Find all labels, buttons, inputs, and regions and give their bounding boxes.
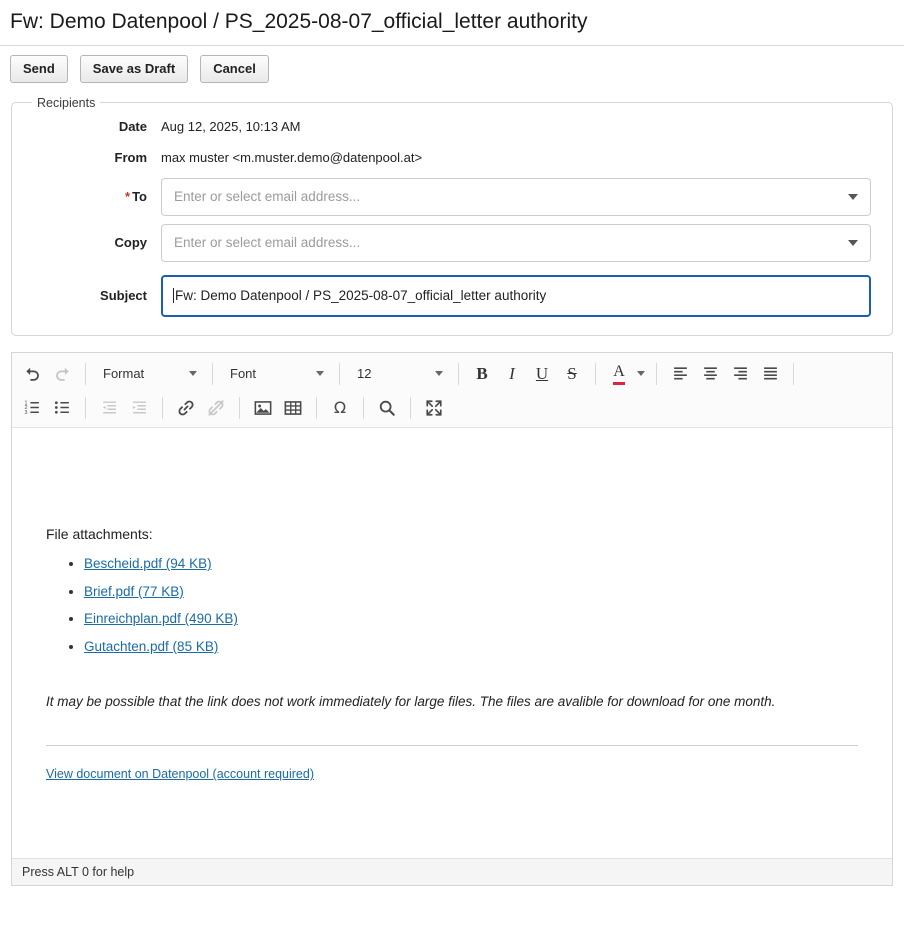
chevron-down-icon	[435, 371, 443, 376]
content-divider	[46, 745, 858, 746]
attachment-link[interactable]: Gutachten.pdf (85 KB)	[84, 638, 219, 654]
from-value: max muster <m.muster.demo@datenpool.at>	[161, 150, 423, 166]
toolbar-separator	[85, 397, 86, 419]
toolbar-separator	[363, 397, 364, 419]
availability-note: It may be possible that the link does not work immediately for large files. The files are avalible for download for one month.	[46, 694, 776, 710]
editor-content-area[interactable]	[12, 428, 892, 858]
copy-field[interactable]	[161, 224, 871, 262]
chevron-down-icon[interactable]	[848, 194, 858, 200]
from-row	[26, 147, 878, 169]
toolbar-separator	[212, 363, 213, 385]
to-row	[26, 178, 878, 216]
attachment-link[interactable]: Bescheid.pdf (94 KB)	[84, 556, 212, 572]
toolbar-separator	[316, 397, 317, 419]
format-select[interactable]	[95, 361, 203, 387]
recipients-section	[11, 96, 893, 336]
attachments-heading: File attachments:	[46, 525, 153, 542]
cancel-button[interactable]: Cancel	[200, 55, 269, 83]
bullet-list-icon[interactable]	[48, 395, 76, 421]
chevron-down-icon	[637, 371, 645, 376]
unlink-icon[interactable]	[202, 395, 230, 421]
attachment-link[interactable]: Brief.pdf (77 KB)	[84, 583, 184, 599]
to-placeholder: Enter or select email address...	[174, 189, 361, 205]
to-field[interactable]	[161, 178, 871, 216]
font-size-select[interactable]	[349, 361, 449, 387]
list-item	[84, 609, 858, 629]
indent-icon[interactable]	[125, 395, 153, 421]
toolbar-separator	[85, 363, 86, 385]
svg-text:1: 1	[24, 400, 27, 407]
attachment-list	[46, 554, 858, 656]
date-value: Aug 12, 2025, 10:13 AM	[161, 119, 301, 135]
italic-button[interactable]: I	[509, 363, 515, 383]
copy-row	[26, 224, 878, 262]
editor-toolbar-row-2	[18, 391, 886, 425]
text-color-button[interactable]	[605, 361, 633, 387]
toolbar-separator	[239, 397, 240, 419]
subject-value: Fw: Demo Datenpool / PS_2025-08-07_official_letter authority	[175, 288, 547, 304]
text-color-label: A	[613, 363, 625, 385]
subject-label: Subject	[100, 288, 147, 304]
save-as-draft-button[interactable]: Save as Draft	[80, 55, 188, 83]
align-center-icon[interactable]	[696, 361, 724, 387]
align-justify-icon[interactable]	[756, 361, 784, 387]
strikethrough-button[interactable]: S	[567, 363, 577, 383]
date-row	[26, 116, 878, 138]
special-character-icon[interactable]: Ω	[333, 398, 347, 418]
toolbar-separator	[793, 363, 794, 385]
search-icon[interactable]	[373, 395, 401, 421]
editor-toolbar-row-1	[18, 357, 886, 391]
fullscreen-icon[interactable]	[420, 395, 448, 421]
link-icon[interactable]	[172, 395, 200, 421]
svg-text:3: 3	[24, 410, 27, 417]
to-label-text: To	[132, 189, 147, 205]
numbered-list-icon[interactable]	[18, 395, 46, 421]
svg-text:2: 2	[24, 405, 27, 412]
rich-text-editor	[11, 352, 893, 886]
subject-input[interactable]	[161, 275, 871, 317]
chevron-down-icon	[316, 371, 324, 376]
toolbar-separator	[162, 397, 163, 419]
attachment-link[interactable]: Einreichplan.pdf (490 KB)	[84, 611, 238, 627]
bold-button[interactable]: B	[476, 363, 488, 383]
list-item	[84, 637, 858, 657]
outdent-icon[interactable]	[95, 395, 123, 421]
align-left-icon[interactable]	[666, 361, 694, 387]
editor-toolbar	[12, 353, 892, 428]
toolbar-separator	[458, 363, 459, 385]
toolbar-separator	[595, 363, 596, 385]
date-label: Date	[118, 119, 147, 135]
send-button[interactable]: Send	[10, 55, 68, 83]
list-item	[84, 554, 858, 574]
view-document-link[interactable]: View document on Datenpool (account required)	[46, 767, 314, 782]
text-cursor	[173, 288, 174, 303]
font-select[interactable]	[222, 361, 330, 387]
chevron-down-icon	[189, 371, 197, 376]
subject-row	[26, 275, 878, 317]
redo-icon[interactable]	[48, 361, 76, 387]
align-right-icon[interactable]	[726, 361, 754, 387]
recipients-legend: Recipients	[37, 95, 96, 110]
to-label	[26, 189, 161, 204]
table-icon[interactable]	[279, 395, 307, 421]
copy-placeholder: Enter or select email address...	[174, 235, 361, 251]
editor-status-bar: Press ALT 0 for help	[12, 858, 892, 885]
toolbar-separator	[656, 363, 657, 385]
undo-icon[interactable]	[18, 361, 46, 387]
font-size-value: 12	[357, 366, 372, 382]
from-label: From	[114, 150, 147, 166]
action-toolbar	[0, 46, 904, 92]
toolbar-separator	[410, 397, 411, 419]
copy-label: Copy	[114, 235, 147, 251]
font-select-value: Font	[230, 366, 257, 382]
page-title: Fw: Demo Datenpool / PS_2025-08-07_official_letter authority	[0, 0, 904, 46]
underline-button[interactable]: U	[535, 363, 549, 383]
image-icon[interactable]	[249, 395, 277, 421]
format-select-value: Format	[103, 366, 145, 382]
required-marker: *	[125, 189, 131, 205]
editor-blank-space	[46, 452, 858, 524]
text-color-dropdown[interactable]	[635, 361, 647, 387]
list-item	[84, 582, 858, 602]
toolbar-separator	[339, 363, 340, 385]
chevron-down-icon[interactable]	[848, 240, 858, 246]
